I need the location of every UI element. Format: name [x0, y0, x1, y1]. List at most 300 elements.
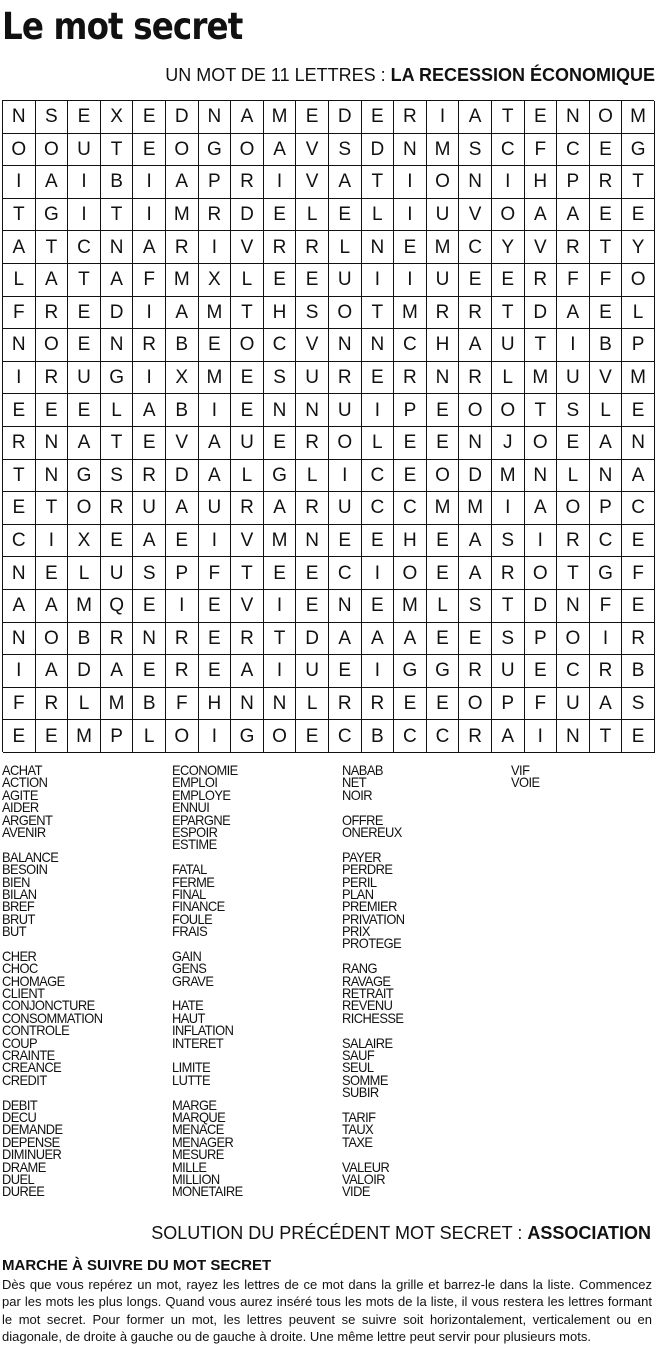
- grid-cell[interactable]: G: [427, 655, 460, 688]
- grid-cell[interactable]: O: [68, 492, 101, 525]
- grid-cell[interactable]: C: [622, 492, 655, 525]
- grid-cell[interactable]: N: [590, 460, 623, 493]
- grid-cell[interactable]: C: [590, 525, 623, 558]
- grid-cell[interactable]: U: [329, 492, 362, 525]
- word-item[interactable]: REVENU: [342, 997, 393, 1014]
- grid-cell[interactable]: E: [101, 525, 134, 558]
- word-item[interactable]: CHOMAGE: [2, 972, 65, 989]
- grid-cell[interactable]: E: [622, 199, 655, 232]
- grid-cell[interactable]: P: [557, 166, 590, 199]
- grid-cell[interactable]: O: [557, 623, 590, 656]
- grid-cell[interactable]: D: [166, 101, 199, 134]
- grid-cell[interactable]: N: [101, 329, 134, 362]
- grid-cell[interactable]: C: [427, 720, 460, 753]
- grid-cell[interactable]: E: [427, 394, 460, 427]
- word-item[interactable]: CHER: [2, 947, 37, 964]
- grid-cell[interactable]: U: [199, 492, 232, 525]
- grid-cell[interactable]: E: [622, 394, 655, 427]
- grid-cell[interactable]: T: [3, 199, 36, 232]
- grid-cell[interactable]: M: [68, 590, 101, 623]
- grid-cell[interactable]: E: [133, 134, 166, 167]
- grid-cell[interactable]: S: [492, 623, 525, 656]
- grid-cell[interactable]: I: [3, 166, 36, 199]
- word-item[interactable]: GAIN: [172, 947, 202, 964]
- grid-cell[interactable]: N: [622, 427, 655, 460]
- grid-cell[interactable]: A: [68, 427, 101, 460]
- grid-cell[interactable]: V: [231, 231, 264, 264]
- grid-cell[interactable]: M: [166, 264, 199, 297]
- grid-cell[interactable]: S: [133, 557, 166, 590]
- grid-cell[interactable]: I: [525, 720, 558, 753]
- grid-cell[interactable]: E: [427, 525, 460, 558]
- grid-cell[interactable]: A: [590, 427, 623, 460]
- grid-cell[interactable]: R: [427, 297, 460, 330]
- grid-cell[interactable]: R: [557, 231, 590, 264]
- grid-cell[interactable]: H: [264, 297, 297, 330]
- grid-cell[interactable]: O: [492, 394, 525, 427]
- grid-cell[interactable]: L: [296, 460, 329, 493]
- grid-cell[interactable]: I: [362, 394, 395, 427]
- grid-cell[interactable]: O: [231, 329, 264, 362]
- word-item[interactable]: SOMME: [342, 1071, 388, 1088]
- grid-cell[interactable]: F: [133, 264, 166, 297]
- word-item[interactable]: CONTROLE: [2, 1022, 70, 1039]
- grid-cell[interactable]: E: [166, 525, 199, 558]
- word-item[interactable]: OFFRE: [342, 811, 383, 828]
- grid-cell[interactable]: R: [459, 362, 492, 395]
- word-item[interactable]: MONETAIRE: [172, 1183, 243, 1200]
- word-item[interactable]: CREANCE: [2, 1059, 62, 1076]
- word-item[interactable]: FINANCE: [172, 898, 225, 915]
- grid-cell[interactable]: M: [427, 492, 460, 525]
- grid-cell[interactable]: R: [166, 655, 199, 688]
- word-item[interactable]: CREDIT: [2, 1071, 47, 1088]
- word-item[interactable]: ESTIME: [172, 836, 217, 853]
- grid-cell[interactable]: M: [622, 101, 655, 134]
- grid-cell[interactable]: O: [557, 492, 590, 525]
- grid-cell[interactable]: M: [264, 525, 297, 558]
- grid-cell[interactable]: R: [166, 623, 199, 656]
- grid-cell[interactable]: M: [492, 460, 525, 493]
- grid-cell[interactable]: R: [459, 655, 492, 688]
- grid-cell[interactable]: I: [199, 394, 232, 427]
- word-item[interactable]: DUREE: [2, 1183, 45, 1200]
- grid-cell[interactable]: T: [362, 297, 395, 330]
- grid-cell[interactable]: I: [492, 166, 525, 199]
- grid-cell[interactable]: U: [492, 655, 525, 688]
- grid-cell[interactable]: R: [231, 623, 264, 656]
- grid-cell[interactable]: R: [36, 688, 69, 721]
- grid-cell[interactable]: C: [329, 557, 362, 590]
- grid-cell[interactable]: I: [133, 166, 166, 199]
- word-item[interactable]: PRIX: [342, 923, 370, 940]
- grid-cell[interactable]: X: [68, 525, 101, 558]
- grid-cell[interactable]: I: [590, 623, 623, 656]
- grid-cell[interactable]: L: [362, 199, 395, 232]
- grid-cell[interactable]: O: [427, 460, 460, 493]
- grid-cell[interactable]: R: [231, 492, 264, 525]
- grid-cell[interactable]: C: [492, 134, 525, 167]
- word-item[interactable]: MENACE: [172, 1121, 224, 1138]
- grid-cell[interactable]: R: [36, 297, 69, 330]
- grid-cell[interactable]: C: [362, 492, 395, 525]
- grid-cell[interactable]: S: [296, 297, 329, 330]
- grid-cell[interactable]: P: [166, 557, 199, 590]
- grid-cell[interactable]: E: [296, 101, 329, 134]
- grid-cell[interactable]: V: [296, 134, 329, 167]
- word-item[interactable]: MARQUE: [172, 1108, 226, 1125]
- word-item[interactable]: PROTEGE: [342, 935, 402, 952]
- grid-cell[interactable]: E: [394, 427, 427, 460]
- grid-cell[interactable]: E: [427, 623, 460, 656]
- grid-cell[interactable]: O: [231, 134, 264, 167]
- grid-cell[interactable]: N: [133, 623, 166, 656]
- grid-cell[interactable]: B: [166, 394, 199, 427]
- grid-cell[interactable]: M: [394, 590, 427, 623]
- word-item[interactable]: FOULE: [172, 910, 213, 927]
- grid-cell[interactable]: L: [296, 688, 329, 721]
- word-item[interactable]: RICHESSE: [342, 1009, 404, 1026]
- grid-cell[interactable]: M: [166, 199, 199, 232]
- word-item[interactable]: AGITE: [2, 786, 38, 803]
- grid-cell[interactable]: E: [557, 427, 590, 460]
- grid-cell[interactable]: B: [622, 655, 655, 688]
- grid-cell[interactable]: O: [3, 134, 36, 167]
- grid-cell[interactable]: D: [166, 460, 199, 493]
- grid-cell[interactable]: I: [264, 655, 297, 688]
- grid-cell[interactable]: I: [68, 166, 101, 199]
- grid-cell[interactable]: T: [36, 492, 69, 525]
- grid-cell[interactable]: A: [329, 166, 362, 199]
- word-item[interactable]: FATAL: [172, 861, 207, 878]
- grid-cell[interactable]: A: [36, 655, 69, 688]
- grid-cell[interactable]: A: [3, 231, 36, 264]
- grid-cell[interactable]: N: [557, 720, 590, 753]
- grid-cell[interactable]: U: [296, 362, 329, 395]
- grid-cell[interactable]: L: [427, 590, 460, 623]
- grid-cell[interactable]: C: [394, 720, 427, 753]
- grid-cell[interactable]: O: [264, 720, 297, 753]
- word-item[interactable]: SEUL: [342, 1059, 374, 1076]
- word-item[interactable]: EPARGNE: [172, 811, 231, 828]
- grid-cell[interactable]: P: [199, 166, 232, 199]
- grid-cell[interactable]: A: [133, 394, 166, 427]
- grid-cell[interactable]: A: [459, 525, 492, 558]
- word-item[interactable]: GRAVE: [172, 972, 214, 989]
- grid-cell[interactable]: X: [101, 101, 134, 134]
- word-item[interactable]: INTERET: [172, 1034, 224, 1051]
- grid-cell[interactable]: E: [427, 427, 460, 460]
- grid-cell[interactable]: L: [590, 394, 623, 427]
- word-item[interactable]: AIDER: [2, 799, 39, 816]
- grid-cell[interactable]: S: [622, 688, 655, 721]
- grid-cell[interactable]: E: [427, 557, 460, 590]
- grid-cell[interactable]: N: [101, 231, 134, 264]
- grid-cell[interactable]: A: [492, 720, 525, 753]
- grid-cell[interactable]: L: [622, 297, 655, 330]
- grid-cell[interactable]: E: [133, 590, 166, 623]
- grid-cell[interactable]: T: [590, 231, 623, 264]
- grid-cell[interactable]: Y: [492, 231, 525, 264]
- grid-cell[interactable]: B: [133, 688, 166, 721]
- grid-cell[interactable]: F: [525, 134, 558, 167]
- grid-cell[interactable]: T: [264, 623, 297, 656]
- grid-cell[interactable]: L: [557, 460, 590, 493]
- word-item[interactable]: RETRAIT: [342, 985, 394, 1002]
- grid-cell[interactable]: O: [394, 557, 427, 590]
- grid-cell[interactable]: C: [3, 525, 36, 558]
- word-item[interactable]: NABAB: [342, 762, 383, 778]
- grid-cell[interactable]: E: [68, 394, 101, 427]
- grid-cell[interactable]: V: [231, 525, 264, 558]
- grid-cell[interactable]: S: [264, 362, 297, 395]
- grid-cell[interactable]: T: [101, 199, 134, 232]
- word-item[interactable]: BILAN: [2, 885, 37, 902]
- grid-cell[interactable]: A: [36, 590, 69, 623]
- grid-cell[interactable]: A: [459, 101, 492, 134]
- grid-cell[interactable]: I: [362, 655, 395, 688]
- word-item[interactable]: PREMIER: [342, 898, 397, 915]
- word-item[interactable]: VIF: [511, 762, 530, 778]
- grid-cell[interactable]: R: [525, 264, 558, 297]
- grid-cell[interactable]: N: [557, 101, 590, 134]
- grid-cell[interactable]: S: [36, 101, 69, 134]
- grid-cell[interactable]: B: [166, 329, 199, 362]
- grid-cell[interactable]: I: [329, 460, 362, 493]
- grid-cell[interactable]: A: [264, 492, 297, 525]
- grid-cell[interactable]: T: [525, 329, 558, 362]
- grid-cell[interactable]: U: [133, 492, 166, 525]
- grid-cell[interactable]: R: [329, 362, 362, 395]
- word-item[interactable]: CONSOMMATION: [2, 1009, 103, 1026]
- grid-cell[interactable]: F: [622, 557, 655, 590]
- word-item[interactable]: BIEN: [2, 873, 30, 890]
- grid-cell[interactable]: I: [264, 166, 297, 199]
- grid-cell[interactable]: N: [264, 394, 297, 427]
- grid-cell[interactable]: F: [199, 557, 232, 590]
- word-item[interactable]: GENS: [172, 960, 207, 977]
- grid-cell[interactable]: N: [3, 557, 36, 590]
- word-item[interactable]: MARGE: [172, 1096, 217, 1113]
- grid-cell[interactable]: M: [394, 297, 427, 330]
- word-item[interactable]: DIMINUER: [2, 1146, 62, 1163]
- grid-cell[interactable]: I: [3, 655, 36, 688]
- word-item[interactable]: DEPENSE: [2, 1133, 60, 1150]
- grid-cell[interactable]: I: [264, 590, 297, 623]
- word-item[interactable]: ENNUI: [172, 799, 210, 816]
- grid-cell[interactable]: R: [101, 492, 134, 525]
- grid-cell[interactable]: R: [362, 688, 395, 721]
- grid-cell[interactable]: O: [36, 134, 69, 167]
- grid-cell[interactable]: E: [394, 231, 427, 264]
- word-item[interactable]: HAUT: [172, 1009, 205, 1026]
- grid-cell[interactable]: G: [36, 199, 69, 232]
- grid-cell[interactable]: O: [525, 427, 558, 460]
- grid-cell[interactable]: C: [459, 231, 492, 264]
- grid-cell[interactable]: M: [427, 231, 460, 264]
- grid-cell[interactable]: P: [492, 688, 525, 721]
- grid-cell[interactable]: U: [557, 362, 590, 395]
- word-item[interactable]: DEBIT: [2, 1096, 38, 1113]
- grid-cell[interactable]: S: [557, 394, 590, 427]
- grid-cell[interactable]: D: [231, 199, 264, 232]
- grid-cell[interactable]: E: [296, 590, 329, 623]
- grid-cell[interactable]: O: [459, 394, 492, 427]
- grid-cell[interactable]: E: [362, 362, 395, 395]
- grid-cell[interactable]: N: [231, 688, 264, 721]
- grid-cell[interactable]: V: [525, 231, 558, 264]
- word-item[interactable]: TAXE: [342, 1133, 373, 1150]
- word-item[interactable]: SUBIR: [342, 1084, 379, 1101]
- grid-cell[interactable]: U: [68, 134, 101, 167]
- grid-cell[interactable]: U: [296, 655, 329, 688]
- grid-cell[interactable]: N: [264, 688, 297, 721]
- grid-cell[interactable]: A: [3, 590, 36, 623]
- grid-cell[interactable]: E: [231, 362, 264, 395]
- grid-cell[interactable]: E: [590, 297, 623, 330]
- grid-cell[interactable]: I: [427, 101, 460, 134]
- grid-cell[interactable]: C: [557, 655, 590, 688]
- grid-cell[interactable]: A: [459, 329, 492, 362]
- grid-cell[interactable]: C: [362, 460, 395, 493]
- grid-cell[interactable]: A: [36, 264, 69, 297]
- grid-cell[interactable]: T: [492, 101, 525, 134]
- grid-cell[interactable]: D: [525, 590, 558, 623]
- grid-cell[interactable]: R: [101, 623, 134, 656]
- word-item[interactable]: DEMANDE: [2, 1121, 63, 1138]
- grid-cell[interactable]: P: [394, 394, 427, 427]
- word-item[interactable]: EMPLOI: [172, 774, 218, 791]
- grid-cell[interactable]: I: [362, 557, 395, 590]
- grid-cell[interactable]: T: [101, 427, 134, 460]
- grid-cell[interactable]: M: [427, 134, 460, 167]
- grid-cell[interactable]: D: [525, 297, 558, 330]
- grid-cell[interactable]: U: [557, 688, 590, 721]
- grid-cell[interactable]: M: [101, 688, 134, 721]
- word-item[interactable]: HATE: [172, 997, 204, 1014]
- word-item[interactable]: PAYER: [342, 848, 381, 865]
- grid-cell[interactable]: F: [590, 590, 623, 623]
- grid-cell[interactable]: A: [525, 492, 558, 525]
- grid-cell[interactable]: N: [362, 231, 395, 264]
- word-item[interactable]: DECU: [2, 1108, 37, 1125]
- word-item[interactable]: PLAN: [342, 885, 374, 902]
- grid-cell[interactable]: C: [394, 329, 427, 362]
- grid-cell[interactable]: E: [296, 264, 329, 297]
- grid-cell[interactable]: E: [3, 492, 36, 525]
- grid-cell[interactable]: G: [590, 557, 623, 590]
- grid-cell[interactable]: E: [329, 525, 362, 558]
- grid-cell[interactable]: I: [394, 199, 427, 232]
- grid-cell[interactable]: T: [525, 394, 558, 427]
- grid-cell[interactable]: T: [3, 460, 36, 493]
- grid-cell[interactable]: N: [36, 427, 69, 460]
- grid-cell[interactable]: C: [264, 329, 297, 362]
- word-item[interactable]: RAVAGE: [342, 972, 391, 989]
- word-item[interactable]: ARGENT: [2, 811, 53, 828]
- grid-cell[interactable]: A: [101, 655, 134, 688]
- grid-cell[interactable]: R: [459, 297, 492, 330]
- grid-cell[interactable]: V: [459, 199, 492, 232]
- grid-cell[interactable]: P: [622, 329, 655, 362]
- grid-cell[interactable]: I: [199, 231, 232, 264]
- word-item[interactable]: DUEL: [2, 1170, 35, 1187]
- grid-cell[interactable]: N: [362, 329, 395, 362]
- grid-cell[interactable]: E: [199, 655, 232, 688]
- grid-cell[interactable]: V: [166, 427, 199, 460]
- word-item[interactable]: CHOC: [2, 960, 38, 977]
- grid-cell[interactable]: D: [459, 460, 492, 493]
- grid-cell[interactable]: N: [459, 427, 492, 460]
- grid-cell[interactable]: I: [492, 492, 525, 525]
- grid-cell[interactable]: U: [427, 199, 460, 232]
- grid-cell[interactable]: O: [166, 720, 199, 753]
- grid-cell[interactable]: A: [557, 199, 590, 232]
- grid-cell[interactable]: H: [427, 329, 460, 362]
- grid-cell[interactable]: A: [133, 231, 166, 264]
- grid-cell[interactable]: M: [264, 101, 297, 134]
- grid-cell[interactable]: I: [68, 199, 101, 232]
- grid-cell[interactable]: L: [329, 231, 362, 264]
- grid-cell[interactable]: H: [199, 688, 232, 721]
- word-item[interactable]: VALOIR: [342, 1170, 385, 1187]
- grid-cell[interactable]: M: [622, 362, 655, 395]
- grid-cell[interactable]: E: [133, 101, 166, 134]
- grid-cell[interactable]: E: [329, 199, 362, 232]
- word-item[interactable]: EMPLOYE: [172, 786, 231, 803]
- grid-cell[interactable]: F: [3, 297, 36, 330]
- grid-cell[interactable]: U: [329, 394, 362, 427]
- grid-cell[interactable]: T: [492, 590, 525, 623]
- grid-cell[interactable]: F: [166, 688, 199, 721]
- word-item[interactable]: COUP: [2, 1034, 38, 1051]
- grid-cell[interactable]: B: [590, 329, 623, 362]
- grid-cell[interactable]: R: [590, 166, 623, 199]
- grid-cell[interactable]: O: [459, 688, 492, 721]
- word-item[interactable]: VIDE: [342, 1183, 370, 1200]
- grid-cell[interactable]: R: [394, 101, 427, 134]
- grid-cell[interactable]: M: [199, 297, 232, 330]
- grid-cell[interactable]: I: [557, 329, 590, 362]
- grid-cell[interactable]: N: [329, 590, 362, 623]
- word-item[interactable]: TARIF: [342, 1108, 376, 1125]
- grid-cell[interactable]: V: [590, 362, 623, 395]
- grid-cell[interactable]: I: [394, 264, 427, 297]
- grid-cell[interactable]: E: [362, 101, 395, 134]
- grid-cell[interactable]: E: [133, 427, 166, 460]
- word-item[interactable]: TAUX: [342, 1121, 374, 1138]
- grid-cell[interactable]: S: [492, 525, 525, 558]
- grid-cell[interactable]: E: [264, 557, 297, 590]
- grid-cell[interactable]: E: [394, 460, 427, 493]
- grid-cell[interactable]: T: [68, 264, 101, 297]
- grid-cell[interactable]: C: [68, 231, 101, 264]
- grid-cell[interactable]: A: [101, 264, 134, 297]
- grid-cell[interactable]: E: [199, 623, 232, 656]
- word-item[interactable]: ESPOIR: [172, 823, 218, 840]
- grid-cell[interactable]: L: [133, 720, 166, 753]
- grid-cell[interactable]: N: [36, 460, 69, 493]
- grid-cell[interactable]: G: [101, 362, 134, 395]
- grid-cell[interactable]: R: [199, 199, 232, 232]
- grid-cell[interactable]: U: [427, 264, 460, 297]
- grid-cell[interactable]: E: [264, 199, 297, 232]
- grid-cell[interactable]: L: [362, 427, 395, 460]
- grid-cell[interactable]: R: [166, 231, 199, 264]
- word-item[interactable]: NOIR: [342, 786, 373, 803]
- grid-cell[interactable]: N: [3, 329, 36, 362]
- grid-cell[interactable]: N: [557, 590, 590, 623]
